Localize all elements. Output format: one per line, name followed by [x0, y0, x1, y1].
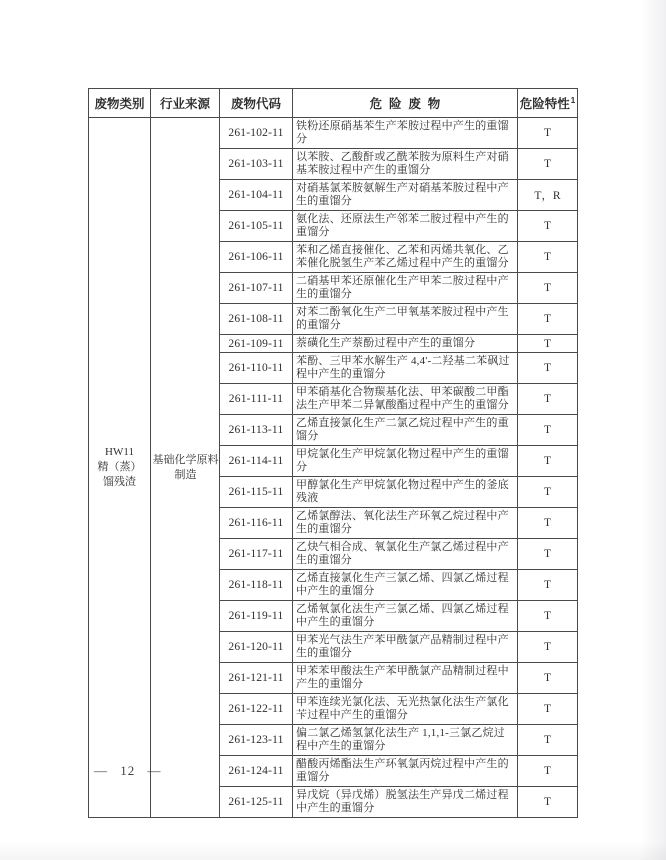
- hazardous-waste-description-cell: 醋酸丙烯酯法生产环氧氯丙烷过程中产生的重馏分: [293, 756, 518, 787]
- waste-code-cell: 261-115-11: [220, 477, 293, 508]
- scan-edge-shadow-right: [640, 0, 666, 860]
- waste-code-cell: 261-113-11: [220, 415, 293, 446]
- waste-code-cell: 261-110-11: [220, 353, 293, 384]
- waste-code-cell: 261-106-11: [220, 242, 293, 273]
- waste-code-cell: 261-104-11: [220, 180, 293, 211]
- hazardous-waste-description-cell: 甲苯连续光氯化法、无光热氯化法生产氯化苄过程中产生的重馏分: [293, 694, 518, 725]
- waste-code-cell: 261-120-11: [220, 632, 293, 663]
- waste-code-cell: 261-124-11: [220, 756, 293, 787]
- waste-code-cell: 261-111-11: [220, 384, 293, 415]
- waste-code-cell: 261-122-11: [220, 694, 293, 725]
- scan-edge-shadow-bottom: [0, 842, 666, 860]
- waste-code-cell: 261-121-11: [220, 663, 293, 694]
- hazardous-waste-description-cell: 苯和乙烯直接催化、乙苯和丙烯共氧化、乙苯催化脱氢生产苯乙烯过程中产生的重馏分: [293, 242, 518, 273]
- hazard-property-cell: T: [518, 756, 578, 787]
- waste-code-cell: 261-108-11: [220, 304, 293, 335]
- header-row: [89, 89, 578, 118]
- hazard-property-cell: T: [518, 725, 578, 756]
- hazard-property-cell: T，R: [518, 180, 578, 211]
- hazard-property-label: 危险特性: [519, 97, 570, 111]
- hazard-property-cell: T: [518, 149, 578, 180]
- hazardous-waste-description-cell: 乙炔气相合成、氧氯化生产氯乙烯过程中产生的重馏分: [293, 539, 518, 570]
- header-waste-code: 废物代码: [220, 89, 293, 118]
- hazard-property-cell: T: [518, 570, 578, 601]
- table-row: [89, 118, 578, 149]
- hazard-property-cell: T: [518, 477, 578, 508]
- hazard-property-cell: T: [518, 335, 578, 353]
- hazard-property-cell: T: [518, 242, 578, 273]
- waste-category-name: 精（蒸）馏残渣: [97, 461, 142, 488]
- waste-category-code: HW11: [105, 446, 134, 458]
- hazardous-waste-description-cell: 铁粉还原硝基苯生产苯胺过程中产生的重馏分: [293, 118, 518, 149]
- hazardous-waste-description-cell: 二硝基甲苯还原催化生产甲苯二胺过程中产生的重馏分: [293, 273, 518, 304]
- hazard-property-cell: T: [518, 632, 578, 663]
- waste-table-body: [89, 118, 578, 818]
- waste-code-cell: 261-123-11: [220, 725, 293, 756]
- hazard-property-cell: T: [518, 211, 578, 242]
- hazard-property-cell: T: [518, 353, 578, 384]
- page-number: — 12 —: [94, 763, 162, 778]
- hazard-property-cell: T: [518, 787, 578, 818]
- hazard-property-cell: T: [518, 273, 578, 304]
- industry-source-name: 基础化学原料制造: [152, 453, 219, 481]
- hazard-property-cell: T: [518, 694, 578, 725]
- hazardous-waste-description-cell: 偏二氯乙烯氢氯化法生产 1,1,1-三氯乙烷过程中产生的重馏分: [293, 725, 518, 756]
- hazardous-waste-description-cell: 甲苯光气法生产苯甲酰氯产品精制过程中产生的重馏分: [293, 632, 518, 663]
- hazard-property-cell: T: [518, 384, 578, 415]
- waste-code-cell: 261-116-11: [220, 508, 293, 539]
- hazardous-waste-description-cell: 对苯二酚氧化生产二甲氧基苯胺过程中产生的重馏分: [293, 304, 518, 335]
- hazard-property-footnote-mark: 1: [570, 95, 576, 105]
- hazard-property-cell: T: [518, 601, 578, 632]
- waste-code-cell: 261-119-11: [220, 601, 293, 632]
- hazardous-waste-table: [88, 88, 578, 818]
- hazardous-waste-description-cell: 乙烯直接氯化生产三氯乙烯、四氯乙烯过程中产生的重馏分: [293, 570, 518, 601]
- waste-code-cell: 261-109-11: [220, 335, 293, 353]
- waste-code-cell: 261-125-11: [220, 787, 293, 818]
- waste-code-cell: 261-118-11: [220, 570, 293, 601]
- hazardous-waste-description-cell: 苯酚、三甲苯水解生产 4,4'-二羟基二苯砜过程中产生的重馏分: [293, 353, 518, 384]
- waste-code-cell: 261-102-11: [220, 118, 293, 149]
- hazardous-waste-description-cell: 乙烯氧氯化法生产三氯乙烯、四氯乙烯过程中产生的重馏分: [293, 601, 518, 632]
- header-hazard-property: [518, 89, 578, 118]
- hazardous-waste-description-cell: 甲烷氯化生产甲烷氯化物过程中产生的重馏分: [293, 446, 518, 477]
- waste-code-cell: 261-114-11: [220, 446, 293, 477]
- hazardous-waste-description-cell: 甲醇氯化生产甲烷氯化物过程中产生的釜底残液: [293, 477, 518, 508]
- waste-code-cell: 261-105-11: [220, 211, 293, 242]
- hazard-property-cell: T: [518, 508, 578, 539]
- table-header: [89, 89, 578, 118]
- hazardous-waste-description-cell: 对硝基氯苯胺氨解生产对硝基苯胺过程中产生的重馏分: [293, 180, 518, 211]
- hazardous-waste-description-cell: 甲苯硝基化合物羰基化法、甲苯碳酸二甲酯法生产甲苯二异氰酸酯过程中产生的重馏分: [293, 384, 518, 415]
- waste-code-cell: 261-117-11: [220, 539, 293, 570]
- waste-code-cell: 261-107-11: [220, 273, 293, 304]
- hazard-property-cell: T: [518, 539, 578, 570]
- hazardous-waste-description-cell: 以苯胺、乙酸酐或乙酰苯胺为原料生产对硝基苯胺过程中产生的重馏分: [293, 149, 518, 180]
- hazard-property-cell: T: [518, 446, 578, 477]
- hazardous-waste-description-cell: 萘磺化生产萘酚过程中产生的重馏分: [293, 335, 518, 353]
- hazard-property-cell: T: [518, 415, 578, 446]
- waste-code-cell: 261-103-11: [220, 149, 293, 180]
- hazardous-waste-description-cell: 异戊烷（异戊烯）脱氢法生产异戊二烯过程中产生的重馏分: [293, 787, 518, 818]
- hazard-property-cell: T: [518, 304, 578, 335]
- hazardous-waste-description-cell: 氨化法、还原法生产邻苯二胺过程中产生的重馏分: [293, 211, 518, 242]
- header-industry-source: 行业来源: [151, 89, 220, 118]
- waste-category-cell: [89, 118, 151, 818]
- hazard-property-cell: T: [518, 118, 578, 149]
- hazardous-waste-description-cell: 乙烯氯醇法、氧化法生产环氧乙烷过程中产生的重馏分: [293, 508, 518, 539]
- hazard-property-cell: T: [518, 663, 578, 694]
- hazardous-waste-description-cell: 甲苯苯甲酸法生产苯甲酰氯产品精制过程中产生的重馏分: [293, 663, 518, 694]
- hazardous-waste-description-cell: 乙烯直接氯化生产二氯乙烷过程中产生的重馏分: [293, 415, 518, 446]
- header-hazardous-waste: 危险废物: [293, 89, 518, 118]
- industry-source-cell: [151, 118, 220, 818]
- header-waste-category: 废物类别: [89, 89, 151, 118]
